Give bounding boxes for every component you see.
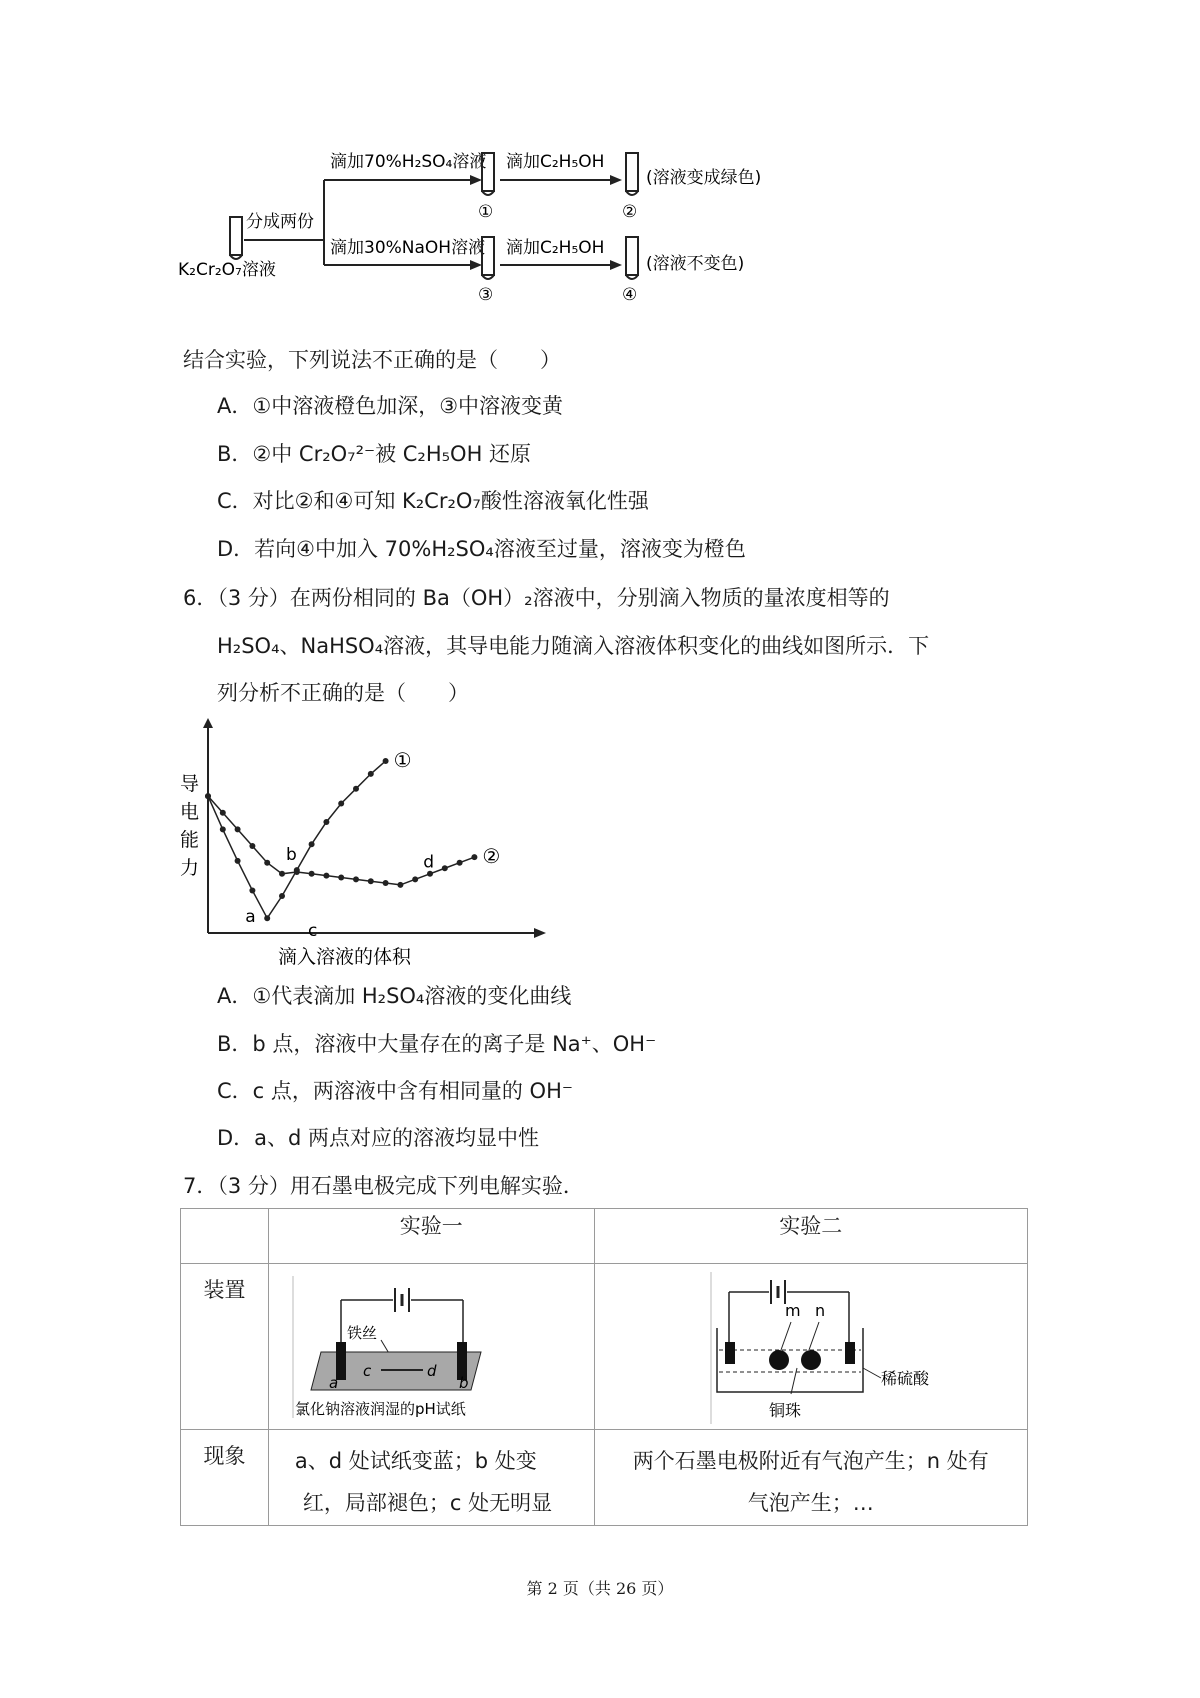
q6-stem-line-3: 列分析不正确的是（ ） [217, 681, 469, 705]
tube-3-label: ③ [478, 285, 494, 305]
phenomenon-row-label: 现象 [181, 1430, 269, 1526]
series-2-point [338, 875, 344, 881]
point-label-c: c [308, 921, 318, 941]
graphite-electrode-right-2 [845, 1342, 855, 1364]
point-label-a: a [245, 907, 256, 928]
exp2-apparatus-diagram [601, 1268, 1021, 1428]
q6-option-b: B．b 点，溶液中大量存在的离子是 Na⁺、OH⁻ [217, 1032, 657, 1056]
bottom-reagent-label: 滴加30%NaOH溶液 [330, 238, 486, 258]
series-2-point [471, 854, 477, 860]
series-2-point [457, 860, 463, 866]
conductivity-chart [178, 718, 548, 978]
exp2-phenomenon-cell [594, 1430, 1027, 1526]
q7-stem: 7．（3 分）用石墨电极完成下列电解实验． [183, 1174, 584, 1198]
tube-1-label: ① [478, 202, 494, 222]
series-2-point [205, 793, 211, 799]
q6-stem-line-2: H₂SO₄、NaHSO₄溶液，其导电能力随滴入溶液体积变化的曲线如图所示．下 [217, 634, 930, 658]
sulfuric-acid-label: 稀硫酸 [880, 1369, 929, 1388]
q5-stem: 结合实验，下列说法不正确的是（ ） [183, 348, 561, 372]
copper-bead-2 [801, 1350, 821, 1370]
tube-4-label: ④ [622, 285, 638, 305]
device-row [181, 1264, 1028, 1430]
bottom-result-label: (溶液不变色) [646, 254, 745, 274]
q5-option-d: D．若向④中加入 70%H₂SO₄溶液至过量，溶液变为橙色 [217, 537, 746, 561]
point-b-label: b [458, 1374, 469, 1392]
series-2-point [309, 871, 315, 877]
exp1-phenomenon-cell [268, 1430, 594, 1526]
series-1-point [353, 786, 359, 792]
series-1-point [323, 819, 329, 825]
point-c-label: c [362, 1362, 372, 1380]
experiment-table [180, 1208, 1028, 1526]
exp2-apparatus-cell [594, 1264, 1027, 1430]
x-axis-label: 滴入溶液的体积 [278, 946, 412, 968]
device-row-label: 装置 [181, 1264, 269, 1430]
test-tube-4 [626, 237, 638, 279]
series-2-point [353, 876, 359, 882]
point-a-label: a [328, 1374, 339, 1392]
series-2-point [279, 871, 285, 877]
ph-paper-label: 氯化钠溶液润湿的pH试纸 [294, 1400, 466, 1418]
q5-option-a: A．①中溶液橙色加深，③中溶液变黄 [217, 394, 564, 418]
series-1-point [235, 858, 241, 864]
point-label-d: d [423, 852, 434, 873]
start-solution-label: K₂Cr₂O₇溶液 [178, 260, 276, 280]
exp1-apparatus-cell [268, 1264, 594, 1430]
exp2-phenomenon-line-2: 气泡产生；… [747, 1491, 874, 1515]
series-2-label: ② [482, 844, 501, 869]
q6-option-d: D．a、d 两点对应的溶液均显中性 [217, 1126, 540, 1150]
series-2-point [294, 869, 300, 875]
series-2-point [235, 826, 241, 832]
header-exp1: 实验一 [268, 1209, 594, 1264]
series-line-1 [208, 761, 386, 918]
beaker [717, 1328, 863, 1392]
series-1-point [249, 887, 255, 893]
y-label-char-3: 能 [180, 829, 200, 851]
point-label-b: b [286, 844, 297, 865]
series-line-2 [208, 796, 474, 885]
top-ethanol-label: 滴加C₂H₅OH [506, 152, 605, 172]
iron-wire-label: 铁丝 [346, 1324, 377, 1342]
series-1-point [220, 826, 226, 832]
q6-stem-line-1: 6．（3 分）在两份相同的 Ba（OH）₂溶液中，分别滴入物质的量浓度相等的 [183, 586, 890, 610]
series-1-point [368, 771, 374, 777]
y-label-char-4: 力 [180, 857, 200, 879]
copper-bead-1 [769, 1350, 789, 1370]
page-footer: 第 2 页（共 26 页） [526, 1579, 674, 1598]
series-1-point [309, 841, 315, 847]
series-2-point [442, 865, 448, 871]
series-1-label: ① [393, 747, 412, 772]
q6-option-c: C．c 点，两溶液中含有相同量的 OH⁻ [217, 1079, 573, 1103]
exp2-phenomenon-line-1: 两个石墨电极附近有气泡产生；n 处有 [632, 1449, 989, 1473]
series-2-point [383, 880, 389, 886]
start-test-tube [230, 217, 242, 259]
series-1-point [383, 758, 389, 764]
series-1-point [279, 893, 285, 899]
series-2-point [220, 810, 226, 816]
table-header-row [181, 1209, 1028, 1264]
tube-2-label: ② [622, 202, 638, 222]
top-reagent-label: 滴加70%H₂SO₄溶液 [330, 152, 487, 172]
graphite-electrode-left-2 [725, 1342, 735, 1364]
series-2-point [264, 860, 270, 866]
top-result-label: (溶液变成绿色) [646, 168, 762, 188]
q6-option-a: A．①代表滴加 H₂SO₄溶液的变化曲线 [217, 984, 572, 1008]
series-1-point [338, 801, 344, 807]
series-2-point [249, 843, 255, 849]
exp1-phenomenon-line-1: a、d 处试纸变蓝；b 处变 [294, 1449, 537, 1473]
point-n-label: n [814, 1301, 825, 1320]
series-1-point [264, 915, 270, 921]
series-2-point [368, 878, 374, 884]
point-d-label: d [426, 1362, 437, 1380]
exp1-apparatus-diagram [281, 1268, 581, 1428]
series-2-point [397, 882, 403, 888]
q5-option-b: B．②中 Cr₂O₇²⁻被 C₂H₅OH 还原 [217, 442, 532, 466]
phenomenon-row [181, 1430, 1028, 1526]
test-tube-2 [626, 153, 638, 195]
point-m-label: m [784, 1301, 801, 1320]
reaction-scheme-figure [170, 145, 830, 325]
header-exp2: 实验二 [594, 1209, 1027, 1264]
y-label-char-1: 导 [180, 773, 200, 795]
y-label-char-2: 电 [180, 801, 200, 823]
series-2-point [323, 873, 329, 879]
series-2-point [412, 876, 418, 882]
q5-option-c: C．对比②和④可知 K₂Cr₂O₇酸性溶液氧化性强 [217, 489, 649, 513]
bottom-ethanol-label: 滴加C₂H₅OH [506, 238, 605, 258]
split-label: 分成两份 [246, 212, 314, 232]
copper-bead-label: 铜珠 [768, 1401, 801, 1420]
header-empty-cell [181, 1209, 269, 1264]
exp1-phenomenon-line-2: 红，局部褪色；c 处无明显 [302, 1491, 553, 1515]
